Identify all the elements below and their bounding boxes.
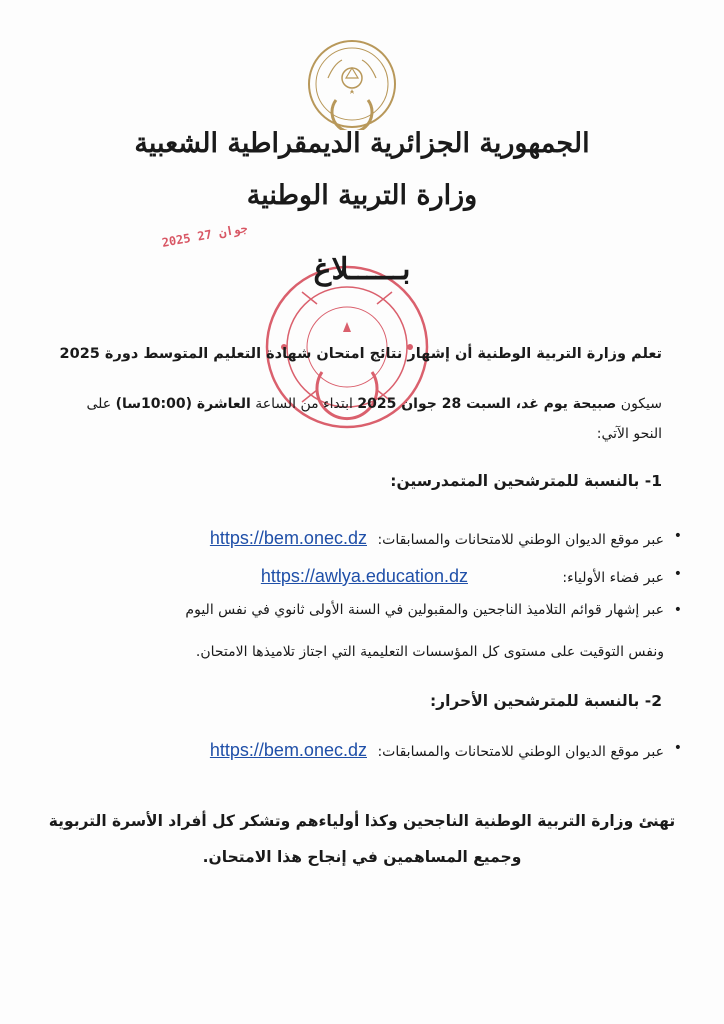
intro-text: سيكون xyxy=(616,396,662,412)
bem-link[interactable]: https://bem.onec.dz xyxy=(209,740,367,760)
list-item xyxy=(261,566,664,587)
list-item-text: عبر موقع الديوان الوطني للامتحانات والمسابقات: xyxy=(377,744,664,760)
list-item xyxy=(210,528,664,549)
country-name: الجمهورية الجزائرية الديمقراطية الشعبية xyxy=(134,128,590,159)
intro-text: على xyxy=(86,396,116,412)
closing-line-2: وجميع المساهمين في إنجاح هذا الامتحان. xyxy=(202,848,522,866)
section-1-heading: 1- بالنسبة للمترشحين المتمدرسين: xyxy=(390,472,662,490)
intro-date: صبيحة يوم غد، السبت 28 جوان 2025 xyxy=(357,396,617,412)
list-item: • عبر إشهار قوائم التلاميذ الناجحين والمقبولين في السنة الأولى ثانوي في نفس اليوم xyxy=(185,602,664,618)
list-item-continuation: ونفس التوقيت على مستوى كل المؤسسات التعليمية التي اجتاز تلاميذها الامتحان. xyxy=(195,644,664,660)
intro-time: العاشرة (10:00سا) xyxy=(115,396,251,412)
ministry-name: وزارة التربية الوطنية xyxy=(246,180,478,211)
list-item-text: عبر فضاء الأولياء: xyxy=(562,570,664,586)
intro-text: ابتداء من الساعة xyxy=(250,396,358,412)
page-title: بــــــلاغ xyxy=(313,252,411,287)
section-2-heading: 2- بالنسبة للمترشحين الأحرار: xyxy=(429,692,662,710)
intro-line-2 xyxy=(52,396,662,412)
intro-line-3: النحو الآتي: xyxy=(596,426,662,442)
awlya-link[interactable]: https://awlya.education.dz xyxy=(260,566,468,586)
national-emblem xyxy=(306,38,398,130)
intro-line-1: تعلم وزارة التربية الوطنية أن إشهار نتائج امتحان شهادة التعليم المتوسط دورة 2025 xyxy=(59,346,662,362)
bem-link[interactable]: https://bem.onec.dz xyxy=(209,528,367,548)
date-stamp: 2025 جوان 27 xyxy=(160,221,249,250)
list-item-text: عبر موقع الديوان الوطني للامتحانات والمسابقات: xyxy=(377,532,664,548)
closing-line-1: تهنئ وزارة التربية الوطنية الناجحين وكذا أولياءهم وتشكر كل أفراد الأسرة التربوية xyxy=(48,812,676,830)
list-item xyxy=(210,740,664,761)
